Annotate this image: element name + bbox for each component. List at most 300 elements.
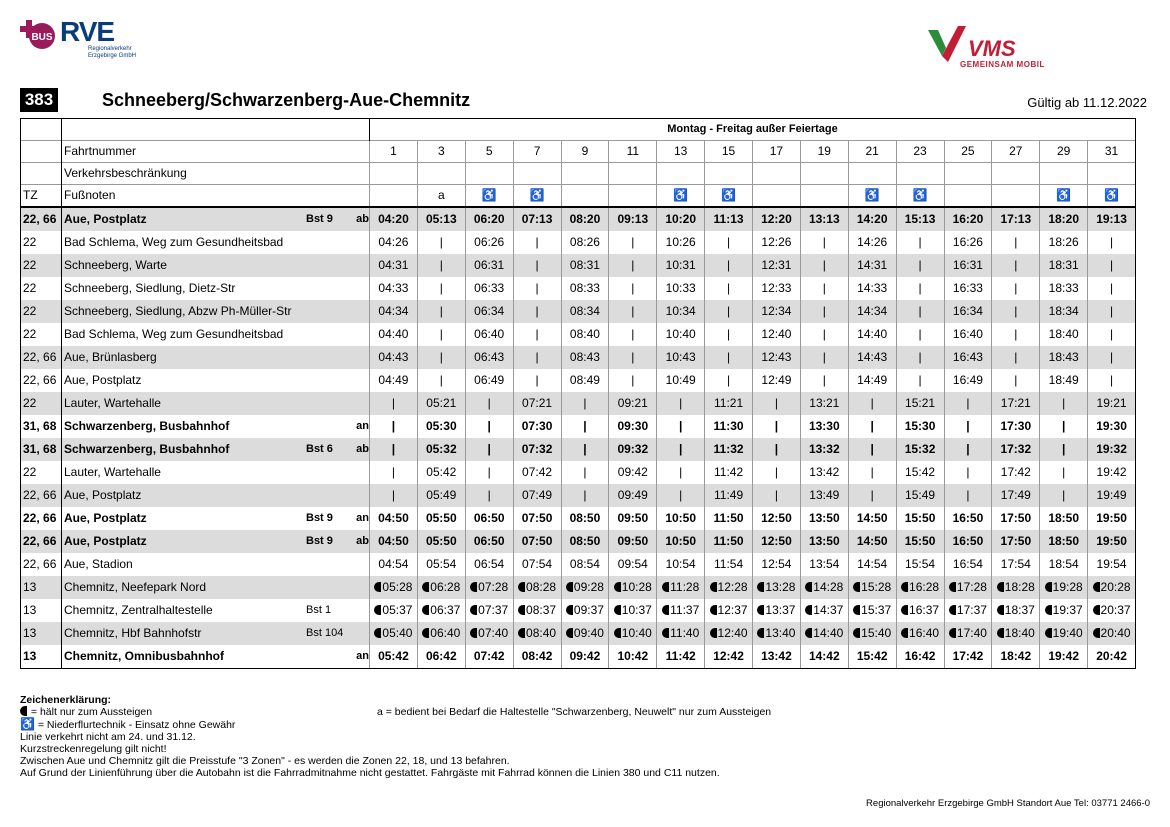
restriction-cell	[896, 163, 944, 185]
time-value: |	[535, 258, 539, 272]
time-cell	[609, 346, 657, 369]
time-cell	[800, 645, 848, 669]
time-value: |	[439, 327, 443, 341]
stop-name: Schwarzenberg, Busbahnhof	[64, 442, 230, 456]
table-row	[21, 438, 1136, 461]
half-moon-icon	[710, 628, 717, 638]
arr-dep-marker: an	[356, 420, 369, 432]
time-cell	[896, 576, 944, 599]
time-value: 13:50	[808, 534, 840, 548]
plus-bus-logo	[20, 18, 58, 50]
time-cell	[370, 323, 418, 346]
time-cell	[657, 207, 705, 231]
trip-number: 25	[944, 141, 992, 163]
time-value: |	[727, 258, 731, 272]
stop-name: Chemnitz, Hbf Bahnhofstr	[64, 626, 202, 640]
time-cell	[705, 553, 753, 576]
time-value: 12:28	[717, 580, 748, 594]
time-cell	[753, 438, 801, 461]
time-value: |	[439, 258, 443, 272]
time-value: 11:54	[713, 557, 744, 571]
time-value: 13:21	[809, 396, 840, 410]
time-cell	[465, 254, 513, 277]
time-cell	[848, 392, 896, 415]
time-value: 10:37	[621, 603, 652, 617]
day-type-row	[21, 119, 1136, 141]
time-value: 09:21	[617, 396, 648, 410]
time-value: |	[918, 281, 922, 295]
restriction-cell	[848, 163, 896, 185]
time-value: 04:50	[378, 534, 409, 548]
time-cell	[513, 599, 561, 622]
restriction-cell	[561, 163, 609, 185]
time-cell	[561, 369, 609, 392]
time-cell	[561, 207, 609, 231]
time-cell	[1040, 576, 1088, 599]
time-value: 11:42	[665, 649, 696, 663]
time-value: |	[1014, 373, 1018, 387]
time-cell	[753, 346, 801, 369]
time-value: 16:34	[952, 304, 983, 318]
time-cell	[370, 461, 418, 484]
time-cell	[848, 415, 896, 438]
time-cell	[992, 369, 1040, 392]
time-cell	[417, 346, 465, 369]
time-value: 13:40	[765, 626, 796, 640]
time-value: 10:50	[665, 511, 697, 525]
table-row	[21, 553, 1136, 576]
time-cell	[944, 207, 992, 231]
stop-name: Schneeberg, Warte	[64, 258, 167, 272]
time-cell	[370, 484, 418, 507]
time-cell	[896, 254, 944, 277]
time-cell	[1088, 484, 1136, 507]
time-value: |	[487, 396, 491, 410]
time-cell	[657, 300, 705, 323]
time-cell	[561, 346, 609, 369]
time-value: 06:34	[474, 304, 505, 318]
time-value: 07:21	[522, 396, 553, 410]
time-cell	[753, 599, 801, 622]
time-value: 04:33	[378, 281, 409, 295]
time-cell	[1040, 461, 1088, 484]
time-cell	[417, 576, 465, 599]
restriction-cell	[657, 163, 705, 185]
time-value: 09:30	[617, 419, 649, 433]
time-value: 13:30	[808, 419, 840, 433]
zone-cell: 22, 66	[21, 484, 62, 507]
time-value: 14:26	[857, 235, 888, 249]
time-value: 11:40	[670, 626, 700, 640]
trip-number: 1	[370, 141, 418, 163]
table-row	[21, 369, 1136, 392]
time-value: 08:50	[569, 511, 601, 525]
time-cell	[609, 553, 657, 576]
time-cell	[800, 346, 848, 369]
stop-cell	[62, 207, 370, 231]
time-value: 05:30	[425, 419, 457, 433]
stop-name: Lauter, Wartehalle	[64, 465, 161, 479]
time-value: |	[1110, 258, 1114, 272]
trip-number: 5	[465, 141, 513, 163]
time-cell	[417, 622, 465, 645]
time-value: 05:50	[425, 511, 457, 525]
arr-dep-marker: ab	[356, 443, 369, 455]
stop-name: Chemnitz, Zentralhaltestelle	[64, 603, 213, 617]
zone-cell: 22, 66	[21, 207, 62, 231]
time-cell	[944, 599, 992, 622]
time-value: 05:42	[378, 649, 409, 663]
rve-logo-text: RVE	[60, 16, 115, 47]
time-cell	[370, 346, 418, 369]
time-value: |	[679, 465, 683, 479]
half-moon-icon	[374, 582, 381, 592]
arr-dep-marker: an	[356, 650, 369, 662]
half-moon-icon	[374, 628, 381, 638]
time-value: 05:42	[426, 465, 457, 479]
footnote-cell	[944, 185, 992, 208]
time-value: 07:49	[522, 488, 553, 502]
time-cell	[800, 507, 848, 530]
time-value: 06:40	[474, 327, 505, 341]
time-value: |	[535, 350, 539, 364]
stop-bay: Bst 6	[306, 443, 333, 455]
time-cell	[896, 277, 944, 300]
time-value: 07:28	[478, 580, 509, 594]
time-value: 20:28	[1100, 580, 1131, 594]
time-value: 11:37	[670, 603, 700, 617]
time-value: 11:13	[713, 212, 744, 226]
half-moon-icon	[1093, 605, 1100, 615]
time-cell	[992, 231, 1040, 254]
time-value: |	[1110, 327, 1114, 341]
time-value: 08:49	[569, 373, 600, 387]
time-cell	[848, 507, 896, 530]
time-cell	[896, 461, 944, 484]
time-value: 19:42	[1096, 465, 1127, 479]
half-moon-icon	[566, 605, 573, 615]
table-row	[21, 622, 1136, 645]
time-cell	[657, 415, 705, 438]
stop-name: Aue, Postplatz	[64, 373, 142, 387]
time-value: 17:54	[1000, 557, 1031, 571]
stop-cell	[62, 231, 370, 254]
time-cell	[657, 277, 705, 300]
time-value: |	[631, 327, 635, 341]
time-value: 19:50	[1096, 511, 1127, 525]
time-cell	[513, 277, 561, 300]
time-value: 19:30	[1096, 419, 1127, 433]
time-value: |	[535, 304, 539, 318]
time-cell	[705, 254, 753, 277]
time-value: 08:40	[526, 626, 557, 640]
time-value: 13:42	[761, 649, 792, 663]
time-cell	[992, 438, 1040, 461]
trip-number: 7	[513, 141, 561, 163]
time-value: 18:40	[1048, 327, 1079, 341]
half-moon-icon	[1045, 628, 1052, 638]
arr-dep-marker: ab	[356, 535, 369, 547]
legend-half-moon-text: = hält nur zum Aussteigen	[30, 706, 153, 718]
time-cell	[992, 576, 1040, 599]
time-cell	[896, 346, 944, 369]
bus-logo-text: BUS	[31, 32, 53, 43]
time-value: |	[679, 419, 683, 433]
time-cell	[657, 553, 705, 576]
time-value: 12:37	[717, 603, 748, 617]
time-value: |	[1014, 327, 1018, 341]
time-cell	[1088, 576, 1136, 599]
stop-name: Aue, Postplatz	[64, 212, 147, 226]
half-moon-icon	[853, 605, 860, 615]
time-value: 18:43	[1048, 350, 1079, 364]
time-cell	[657, 599, 705, 622]
restriction-cell	[944, 163, 992, 185]
time-value: 07:42	[473, 649, 505, 663]
time-value: 07:54	[522, 557, 553, 571]
time-cell	[417, 530, 465, 553]
wheelchair-icon: ♿	[657, 185, 705, 208]
time-cell	[609, 576, 657, 599]
time-cell	[513, 323, 561, 346]
time-cell	[561, 530, 609, 553]
time-cell	[465, 323, 513, 346]
time-value: 06:50	[473, 534, 505, 548]
time-cell	[465, 300, 513, 323]
trip-number: 15	[705, 141, 753, 163]
time-value: 18:50	[1048, 511, 1080, 525]
time-cell	[800, 231, 848, 254]
time-value: 18:42	[1000, 649, 1032, 663]
time-value: 16:50	[952, 534, 984, 548]
restriction-cell	[753, 163, 801, 185]
time-cell	[896, 207, 944, 231]
time-value: 08:54	[569, 557, 600, 571]
time-value: |	[583, 396, 587, 410]
time-value: 07:13	[521, 212, 553, 226]
time-value: 05:32	[425, 442, 457, 456]
time-cell	[561, 438, 609, 461]
time-value: 15:21	[905, 396, 936, 410]
half-moon-icon	[949, 605, 956, 615]
time-value: |	[439, 281, 443, 295]
time-cell	[513, 415, 561, 438]
legend-title: Zeichenerklärung:	[20, 694, 112, 706]
time-value: 09:49	[617, 488, 648, 502]
time-cell	[1040, 392, 1088, 415]
time-cell	[753, 300, 801, 323]
time-cell	[944, 576, 992, 599]
time-cell	[705, 415, 753, 438]
footnote-cell	[800, 185, 848, 208]
time-cell	[465, 461, 513, 484]
time-cell	[848, 622, 896, 645]
time-value: 12:50	[761, 534, 792, 548]
time-cell	[370, 576, 418, 599]
half-moon-icon	[757, 605, 764, 615]
time-value: |	[774, 419, 779, 433]
time-cell	[705, 645, 753, 669]
trip-number: 31	[1088, 141, 1136, 163]
half-moon-icon	[901, 582, 908, 592]
time-cell	[944, 300, 992, 323]
time-cell	[513, 438, 561, 461]
stop-bay: Bst 9	[306, 213, 333, 225]
stop-name: Aue, Postplatz	[64, 511, 147, 525]
stop-cell	[62, 553, 370, 576]
stop-name: Lauter, Wartehalle	[64, 396, 161, 410]
half-moon-icon	[997, 605, 1004, 615]
time-value: 18:40	[1004, 626, 1035, 640]
time-cell	[417, 507, 465, 530]
legend-line-3: Zwischen Aue und Chemnitz gilt die Preisstufe "3 Zonen" - es werden die Zonen 22, 18, und 13 befahren.	[20, 755, 510, 767]
time-value: 12:50	[761, 511, 792, 525]
half-moon-icon	[949, 628, 956, 638]
time-cell	[944, 277, 992, 300]
time-value: 05:54	[426, 557, 457, 571]
route-title: Schneeberg/Schwarzenberg-Aue-Chemnitz	[102, 90, 471, 110]
time-cell	[800, 438, 848, 461]
zone-cell: 31, 68	[21, 415, 62, 438]
time-value: 06:31	[474, 258, 505, 272]
time-cell	[657, 576, 705, 599]
time-cell	[800, 553, 848, 576]
time-cell	[465, 438, 513, 461]
time-cell	[800, 277, 848, 300]
time-value: 04:31	[378, 258, 409, 272]
time-cell	[896, 530, 944, 553]
time-value: |	[487, 465, 491, 479]
time-value: 18:33	[1048, 281, 1079, 295]
time-value: 18:50	[1048, 534, 1080, 548]
half-moon-icon	[757, 582, 764, 592]
time-cell	[370, 507, 418, 530]
time-value: |	[583, 465, 587, 479]
time-value: 16:40	[909, 626, 940, 640]
time-cell	[513, 231, 561, 254]
stop-name: Bad Schlema, Weg zum Gesundheitsbad	[64, 235, 284, 249]
time-cell	[465, 530, 513, 553]
time-value: 06:42	[425, 649, 457, 663]
footnote-cell	[370, 185, 418, 208]
time-value: 11:32	[713, 442, 744, 456]
time-value: |	[439, 304, 443, 318]
time-value: 14:31	[857, 258, 888, 272]
line-number-badge: 383	[20, 88, 58, 112]
time-value: 16:31	[952, 258, 983, 272]
time-value: 12:40	[717, 626, 748, 640]
time-value: 12:49	[761, 373, 792, 387]
time-cell	[944, 323, 992, 346]
time-value: 15:54	[905, 557, 936, 571]
time-value: 06:40	[430, 626, 461, 640]
zone-cell: 31, 68	[21, 438, 62, 461]
time-value: 10:34	[665, 304, 696, 318]
time-value: |	[774, 396, 778, 410]
half-moon-icon	[518, 582, 525, 592]
time-cell	[1088, 392, 1136, 415]
time-cell	[944, 461, 992, 484]
trip-number-row	[21, 141, 1136, 163]
time-cell	[417, 392, 465, 415]
time-cell	[800, 599, 848, 622]
time-value: 13:50	[808, 511, 840, 525]
time-value: |	[918, 373, 922, 387]
zone-cell: 13	[21, 599, 62, 622]
time-value: 05:28	[382, 580, 413, 594]
stop-cell	[62, 392, 370, 415]
time-cell	[513, 645, 561, 669]
half-moon-icon	[662, 605, 669, 615]
restriction-cell	[1088, 163, 1136, 185]
time-cell	[465, 645, 513, 669]
zone-cell: 22	[21, 461, 62, 484]
time-cell	[992, 254, 1040, 277]
time-value: |	[583, 442, 587, 456]
half-moon-icon	[901, 605, 908, 615]
time-cell	[1088, 553, 1136, 576]
zone-cell: 22, 66	[21, 530, 62, 553]
time-cell	[561, 645, 609, 669]
trip-number: 29	[1040, 141, 1088, 163]
time-cell	[705, 346, 753, 369]
time-cell	[609, 484, 657, 507]
time-cell	[992, 300, 1040, 323]
time-value: |	[487, 419, 491, 433]
time-value: 08:26	[569, 235, 600, 249]
zone-cell: 22	[21, 231, 62, 254]
trip-number: 21	[848, 141, 896, 163]
time-value: 12:33	[761, 281, 792, 295]
time-value: |	[774, 465, 778, 479]
time-cell	[896, 392, 944, 415]
time-value: 18:34	[1048, 304, 1079, 318]
time-cell	[417, 369, 465, 392]
time-value: 04:49	[378, 373, 409, 387]
time-cell	[705, 576, 753, 599]
time-value: 13:13	[808, 212, 840, 226]
time-cell	[657, 254, 705, 277]
time-cell	[1040, 484, 1088, 507]
time-value: 14:28	[813, 580, 844, 594]
time-cell	[657, 484, 705, 507]
time-cell	[896, 300, 944, 323]
stop-cell	[62, 484, 370, 507]
stop-name: Chemnitz, Neefepark Nord	[64, 580, 207, 594]
time-cell	[1040, 415, 1088, 438]
time-cell	[657, 645, 705, 669]
time-value: 19:32	[1096, 442, 1127, 456]
time-cell	[1040, 300, 1088, 323]
footnote-cell	[753, 185, 801, 208]
time-cell	[465, 484, 513, 507]
time-value: 10:54	[665, 557, 696, 571]
time-value: |	[391, 465, 395, 479]
time-cell	[848, 599, 896, 622]
time-value: 18:31	[1048, 258, 1079, 272]
half-moon-icon	[614, 628, 621, 638]
time-cell	[944, 622, 992, 645]
stop-cell	[62, 323, 370, 346]
time-value: |	[1014, 258, 1018, 272]
time-cell	[944, 254, 992, 277]
stop-cell	[62, 599, 370, 622]
vms-subtitle: GEMEINSAM MOBIL	[960, 60, 1045, 69]
time-value: |	[870, 442, 874, 456]
time-value: 10:42	[617, 649, 649, 663]
time-cell	[753, 461, 801, 484]
time-value: 16:43	[952, 350, 983, 364]
